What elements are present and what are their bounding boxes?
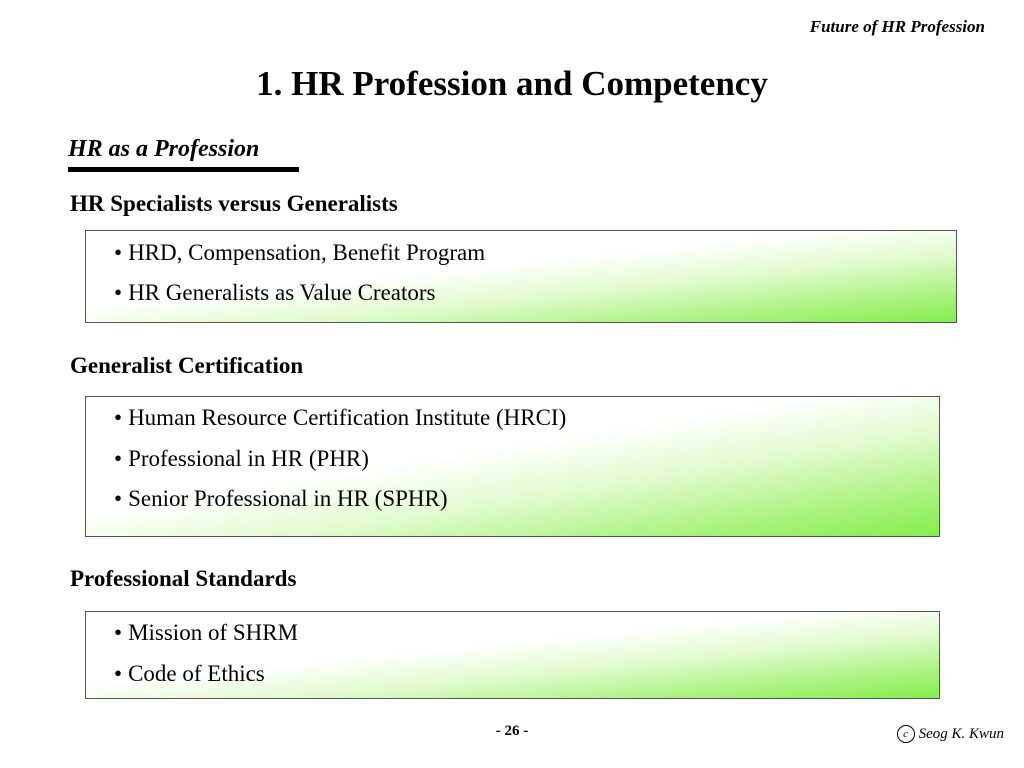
author-name: Seog K. Kwun	[918, 725, 1004, 742]
bullet-icon: •	[114, 446, 123, 471]
list-item	[114, 486, 448, 512]
list-item-text: Human Resource Certification Institute (HRCI)	[128, 405, 567, 430]
list-item-text: HR Generalists as Value Creators	[128, 280, 436, 305]
subtitle: HR as a Profession	[68, 136, 260, 162]
list-item	[114, 661, 265, 687]
list-item	[114, 240, 485, 266]
subtitle-underline	[68, 167, 299, 172]
section-box-specialists	[85, 230, 957, 323]
page-title: 1. HR Profession and Competency	[256, 64, 768, 103]
section-box-standards	[85, 611, 940, 699]
list-item	[114, 405, 566, 431]
list-item	[114, 620, 298, 646]
page-number: - 26 -	[495, 723, 529, 739]
bullet-icon: •	[114, 486, 123, 511]
bullet-icon: •	[114, 240, 123, 265]
list-item-text: Senior Professional in HR (SPHR)	[128, 486, 448, 511]
list-item-text: HRD, Compensation, Benefit Program	[128, 240, 486, 265]
bullet-icon: •	[114, 620, 123, 645]
section-heading-standards: Professional Standards	[70, 566, 297, 591]
list-item	[114, 280, 436, 306]
copyright-notice	[897, 725, 1004, 743]
bullet-icon: •	[114, 661, 123, 686]
list-item-text: Mission of SHRM	[128, 620, 299, 645]
list-item	[114, 446, 369, 472]
section-heading-certification: Generalist Certification	[70, 353, 304, 378]
copyright-icon: c	[897, 725, 915, 743]
list-item-text: Code of Ethics	[128, 661, 265, 686]
header-title: Future of HR Profession	[809, 17, 985, 36]
section-heading-specialists: HR Specialists versus Generalists	[70, 191, 398, 216]
list-item-text: Professional in HR (PHR)	[128, 446, 369, 471]
bullet-icon: •	[114, 405, 123, 430]
bullet-icon: •	[114, 280, 123, 305]
subtitle-block	[68, 134, 259, 164]
section-box-certification	[85, 396, 940, 537]
